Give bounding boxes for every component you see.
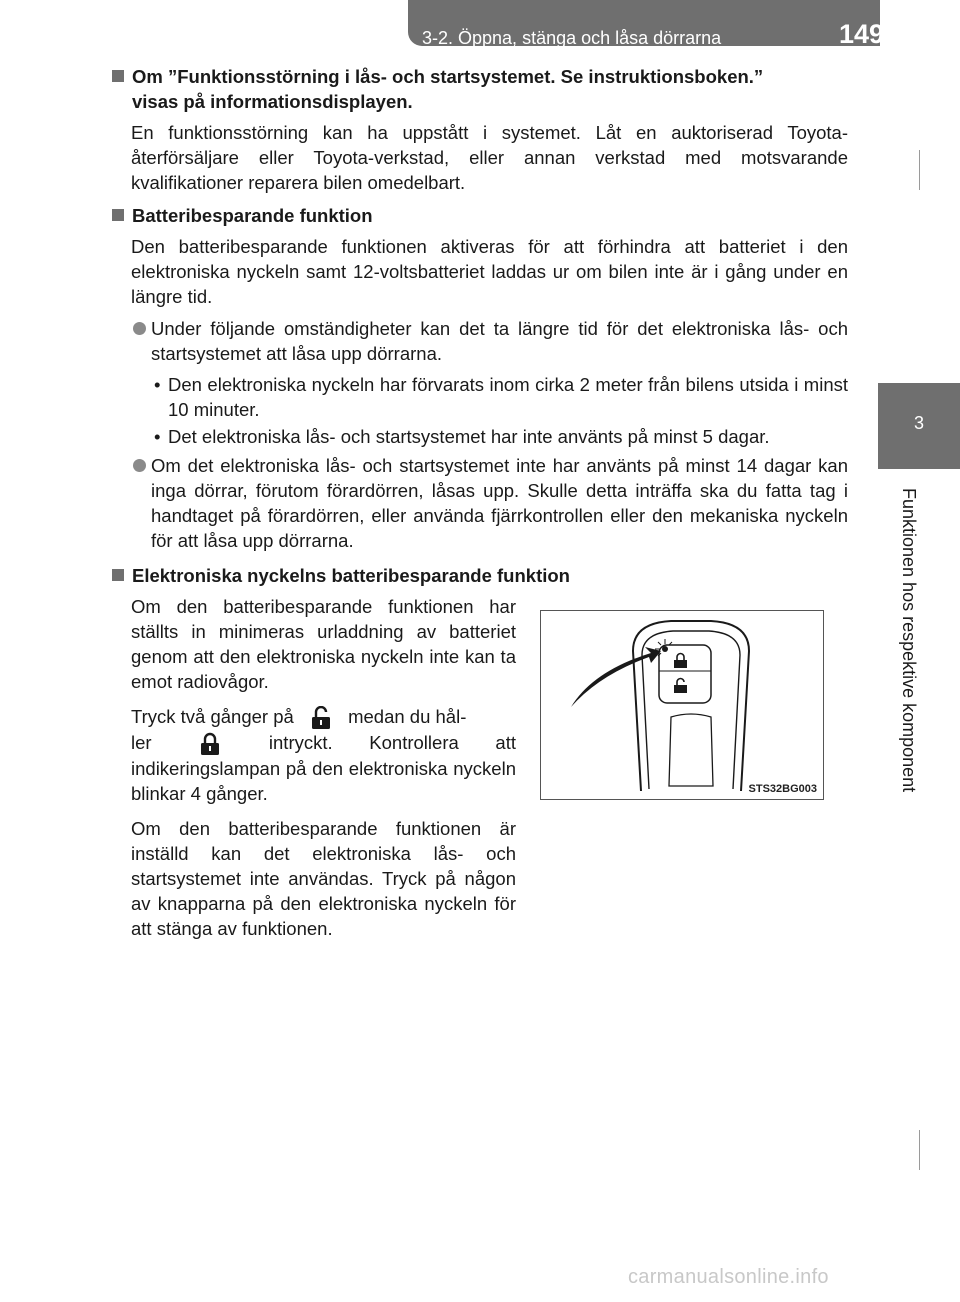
sub-list-item-text: Det elektroniska lås- och startsystemet har inte använts på minst 5 dagar. xyxy=(168,426,770,447)
paragraph-text: intryckt. Kontrollera att indikeringslampan på den elektroniska nyckeln blinkar 4 gånger. xyxy=(131,732,517,805)
lock-icon xyxy=(188,732,232,756)
sub-list-item xyxy=(110,424,848,449)
key-illustration xyxy=(540,610,824,800)
side-tick xyxy=(919,1130,920,1170)
square-bullet-icon xyxy=(112,209,124,221)
sub-list-item xyxy=(110,372,848,422)
section-heading xyxy=(110,563,848,588)
paragraph xyxy=(131,704,516,806)
heading-line: Om ”Funktionsstörning i lås- och startsystemet. Se instruktionsboken.” xyxy=(132,66,764,87)
figure-caption: STS32BG003 xyxy=(748,783,817,795)
paragraph-text: ler xyxy=(131,732,152,754)
side-tick xyxy=(919,150,920,190)
list-item xyxy=(110,453,848,553)
arrow-icon xyxy=(571,647,661,707)
circle-bullet-icon xyxy=(133,322,146,335)
section-battery-saving xyxy=(110,203,848,553)
chapter-tab xyxy=(878,383,960,469)
sub-list-item-text: Den elektroniska nyckeln har förvarats inom cirka 2 meter från bilens utsida i minst 10 minuter. xyxy=(168,374,848,420)
watermark: carmanualsonline.info xyxy=(628,1266,829,1288)
list-item-text: Under följande omständigheter kan det ta längre tid för det elektroniska lås- och startsystemet att låsa upp dörrarna. xyxy=(151,318,848,364)
heading-text: Batteribesparande funktion xyxy=(132,205,373,226)
square-bullet-icon xyxy=(112,569,124,581)
key-unlock-button xyxy=(674,679,687,694)
chapter-label: Funktionen hos respektive komponent xyxy=(899,488,919,793)
list-item xyxy=(110,316,848,366)
paragraph: En funktionsstörning kan ha uppstått i systemet. Låt en auktoriserad Toyota-återförsäljare eller Toyota-verkstad, eller annan verkstad med motsvarande kvalifikationer reparera bilen omedelbart. xyxy=(131,122,848,193)
key-lock-button xyxy=(674,654,687,669)
chapter-number: 3 xyxy=(913,413,924,433)
square-bullet-icon xyxy=(112,70,124,82)
section-heading xyxy=(110,203,848,228)
circle-bullet-icon xyxy=(133,459,146,472)
list-item-text: Om det elektroniska lås- och startsystemet inte har använts på minst 14 dagar kan inga dörrar, förutom förardörren, låsas upp. Skulle detta inträffa ska du fatta tag i handtaget på förardörren, eller använda fjärrkontrollen eller den mekaniska nyckeln för att låsa upp dörrarna. xyxy=(151,455,848,551)
paragraph: Om den batteribesparande funktionen har ställts in minimeras urladdning av batteriet genom att den elektroniska nyckeln inte kan ta emot radiovågor. xyxy=(131,596,516,692)
page-number: 149 xyxy=(838,19,884,49)
paragraph: Om den batteribesparande funktionen är inställd kan det elektroniska lås- och startsystemet inte användas. Tryck på någon av knapparna på den elektroniska nyckeln för att stänga av funktionen. xyxy=(131,818,516,940)
heading-line: visas på informationsdisplayen. xyxy=(132,91,413,112)
dot-bullet-icon: • xyxy=(154,426,161,447)
paragraph-text: Tryck två gånger på xyxy=(131,706,294,727)
heading-text: Elektroniska nyckelns batteribesparande funktion xyxy=(132,565,570,586)
paragraph: Den batteribesparande funktionen aktiveras för att förhindra att batteriet i den elektroniska nyckeln samt 12-voltsbatteriet laddas ur om bilen inte är i gång under en längre tid. xyxy=(131,236,848,307)
section-title: 3-2. Öppna, stänga och låsa dörrarna xyxy=(422,28,722,48)
paragraph-text: medan du hål- xyxy=(348,706,467,727)
section-key-battery-saving xyxy=(110,563,848,974)
section-heading xyxy=(110,64,848,114)
unlock-icon xyxy=(299,706,343,730)
figure-text xyxy=(131,594,516,951)
page-content xyxy=(110,64,848,982)
text-with-figure xyxy=(110,594,848,974)
smart-key-drawing xyxy=(541,611,823,799)
dot-bullet-icon: • xyxy=(154,374,161,395)
section-malfunction xyxy=(110,64,848,195)
